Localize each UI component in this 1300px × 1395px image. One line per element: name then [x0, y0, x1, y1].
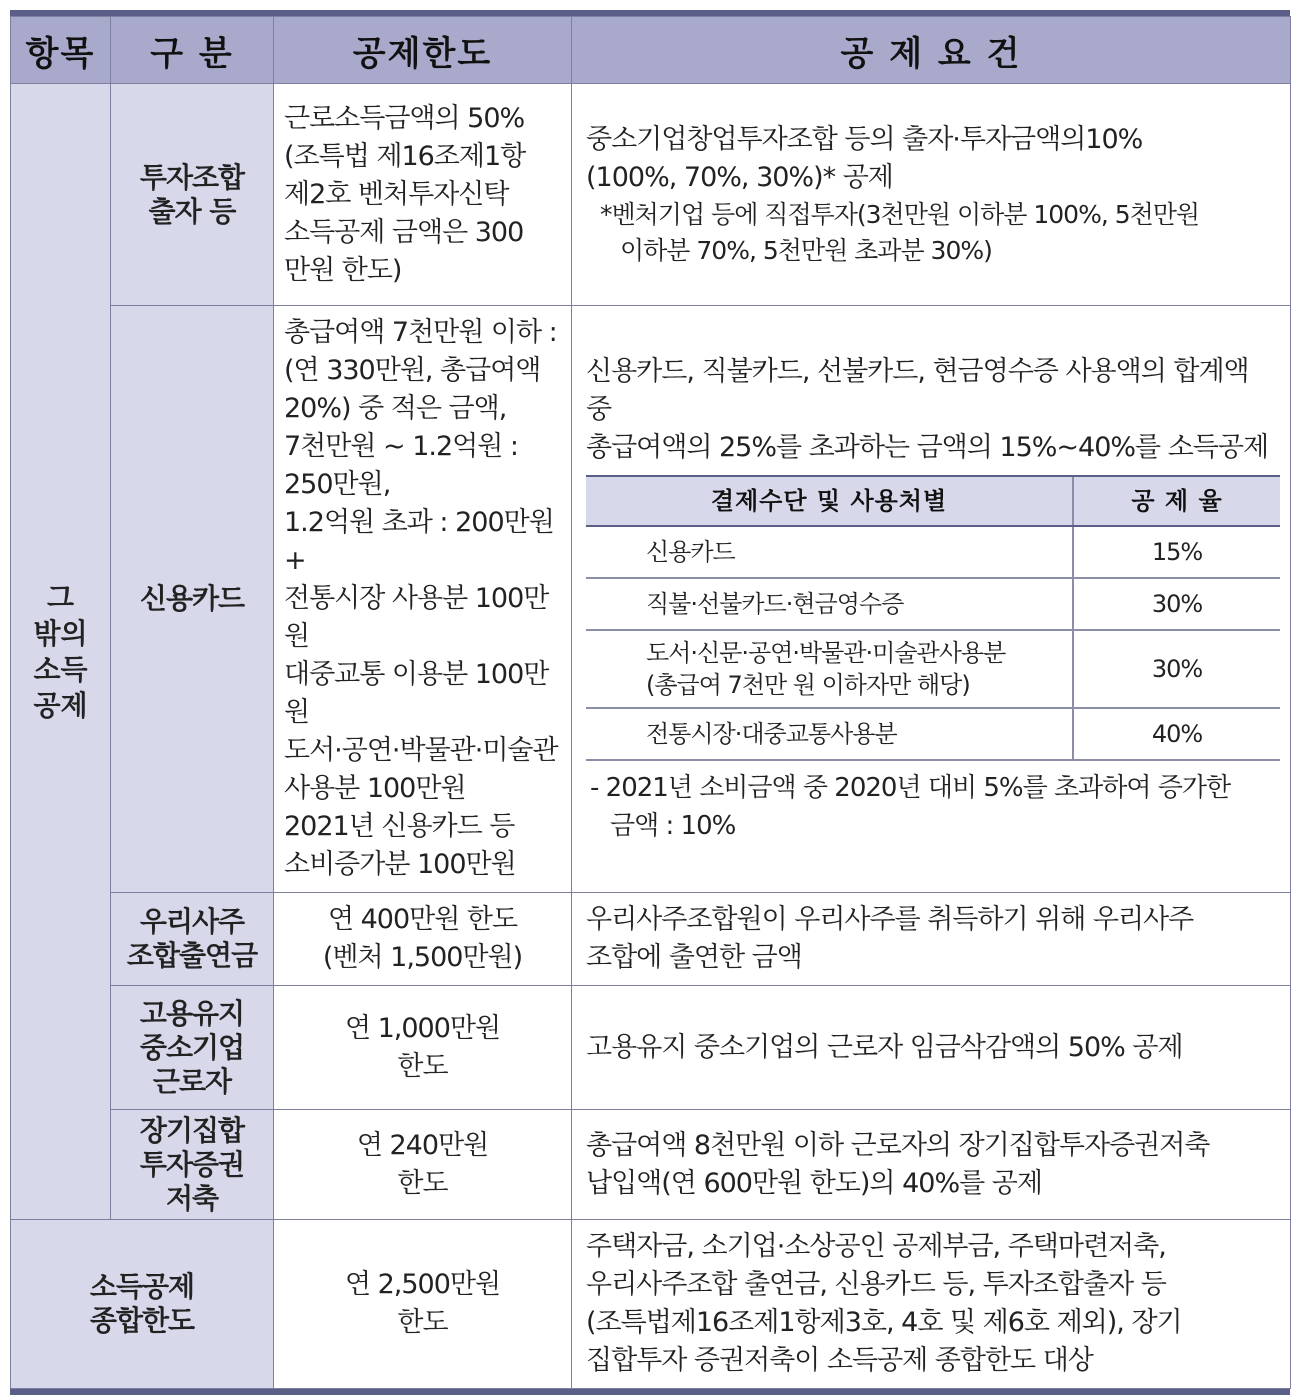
requirement-line: (100%, 70%, 30%)* 공제 [586, 161, 893, 193]
limit-line: 총급여액 7천만원 이하 : [284, 317, 557, 348]
row-longterm-savings [11, 1110, 1291, 1220]
rate-value: 15% [1073, 526, 1280, 578]
group-label-line: 공제 [33, 688, 88, 722]
group-label-line: 그 [46, 580, 75, 614]
limit-line: (조특법 제16조제1항 [284, 140, 526, 172]
row-esop [11, 893, 1291, 986]
rate-header-method: 결제수단 및 사용처별 [586, 476, 1073, 526]
category-line: 근로자 [152, 1064, 232, 1098]
footnote-line: *벤처기업 등에 직접투자(3천만원 이하분 100%, 5천만원 [600, 199, 1200, 229]
header-row [11, 17, 1291, 84]
limit-line: 만원 한도) [284, 254, 402, 286]
category-employment [111, 986, 274, 1110]
category-credit-card: 신용카드 [111, 306, 274, 893]
limit-line: 도서·공연·박물관·미술관 [284, 735, 558, 766]
requirement-line: 주택자금, 소기업·소상공인 공제부금, 주택마련저축, [586, 1231, 1166, 1262]
limit-credit-card [274, 306, 572, 893]
requirement-line: 중소기업창업투자조합 등의 출자·투자금액의10% [586, 123, 1143, 155]
rate-header-rate: 공 제 율 [1073, 476, 1280, 526]
limit-total [274, 1220, 572, 1389]
bottom-rule [10, 1389, 1290, 1395]
limit-line: 소비증가분 100만원 [284, 849, 516, 880]
category-line: 조합출연금 [126, 939, 258, 972]
requirement-line: 신용카드, 직불카드, 선불카드, 현금영수증 사용액의 합계액 중 [586, 356, 1249, 425]
requirement-line: 총급여액 8천만원 이하 근로자의 장기집합투자증권저축 [586, 1129, 1210, 1161]
category-line: 장기집합 [139, 1113, 245, 1147]
header-limit: 공제한도 [274, 17, 572, 84]
limit-line: 소득공제 금액은 300 [284, 216, 524, 248]
category-investment [111, 84, 274, 306]
requirement-longterm-savings [572, 1110, 1291, 1220]
rate-row [586, 578, 1280, 630]
requirement-line: 납입액(연 600만원 한도)의 40%를 공제 [586, 1167, 1042, 1199]
category-line: 우리사주 [139, 905, 245, 938]
extra-note-line: 금액 : 10% [610, 811, 736, 841]
row-employment [11, 986, 1291, 1110]
requirement-line: 우리사주조합 출연금, 신용카드 등, 투자조합출자 등 [586, 1269, 1166, 1300]
requirement-line: (조특법제16조제1항제3호, 4호 및 제6호 제외), 장기 [586, 1307, 1182, 1338]
limit-line: 연 1,000만원 [344, 1012, 501, 1044]
category-line: 투자조합 [139, 160, 245, 194]
rate-method: 직불·선불카드·현금영수증 [586, 578, 1073, 630]
rate-row [586, 526, 1280, 578]
rate-row [586, 630, 1280, 708]
limit-line: 1.2억원 초과 : 200만원+ [284, 507, 554, 576]
limit-line: (연 330만원, 총급여액 [284, 355, 541, 386]
requirement-line: 총급여액의 25%를 초과하는 금액의 15%~40%를 소득공제 [586, 432, 1269, 463]
category-line: 저축 [165, 1181, 219, 1215]
limit-line: 7천만원 ~ 1.2억원 : [284, 431, 518, 462]
rate-row [586, 708, 1280, 760]
deduction-table [10, 16, 1291, 1389]
header-item: 항목 [11, 17, 111, 84]
rate-value: 40% [1073, 708, 1280, 760]
limit-line: 제2호 벤처투자신탁 [284, 178, 509, 210]
limit-line: 한도 [397, 1307, 448, 1338]
requirement-esop [572, 893, 1291, 986]
category-line: 투자증권 [139, 1147, 245, 1181]
row-investment [11, 84, 1291, 306]
rate-value: 30% [1073, 578, 1280, 630]
category-line: 고용유지 [139, 996, 245, 1030]
category-line: 종합한도 [89, 1304, 195, 1337]
requirement-credit-card [572, 306, 1291, 893]
limit-employment [274, 986, 572, 1110]
limit-line: 근로소득금액의 50% [284, 102, 525, 134]
deduction-rate-table [586, 475, 1280, 761]
rate-method: 전통시장·대중교통사용분 [586, 708, 1073, 760]
row-total-limit [11, 1220, 1291, 1389]
rate-method [586, 630, 1073, 708]
group-label-line: 소득 [33, 652, 88, 686]
header-category: 구 분 [111, 17, 274, 84]
requirement-line: 조합에 출연한 금액 [586, 942, 802, 973]
category-esop [111, 893, 274, 986]
limit-line: 한도 [397, 1050, 448, 1082]
limit-line: 사용분 100만원 [284, 773, 466, 804]
limit-line: 2021년 신용카드 등 [284, 811, 515, 842]
limit-line: 연 400만원 한도 [327, 904, 518, 935]
rate-table-header [586, 476, 1280, 526]
rate-method: 신용카드 [586, 526, 1073, 578]
limit-line: 연 2,500만원 [344, 1269, 501, 1300]
group-label-line: 밖의 [33, 616, 88, 650]
limit-line: 20%) 중 적은 금액, [284, 393, 507, 424]
requirement-employment: 고용유지 중소기업의 근로자 임금삭감액의 50% 공제 [572, 986, 1291, 1110]
requirement-line: 집합투자 증권저축이 소득공제 종합한도 대상 [586, 1345, 1093, 1376]
limit-line: 연 240만원 [356, 1129, 489, 1161]
requirement-investment [572, 84, 1291, 306]
footnote-line: 이하분 70%, 5천만원 초과분 30%) [620, 235, 992, 265]
requirement-total [572, 1220, 1291, 1389]
deduction-table-container [10, 10, 1290, 1395]
category-line: 출자 등 [148, 194, 236, 228]
header-requirement: 공 제 요 건 [572, 17, 1291, 84]
limit-line: 대중교통 이용분 100만원 [284, 659, 549, 728]
rate-method-line: (총급여 7천만 원 이하자만 해당) [646, 671, 970, 699]
rate-method-line: 도서·신문·공연·박물관·미술관사용분 [646, 639, 1006, 667]
category-total-limit [11, 1220, 274, 1389]
group-label [11, 84, 111, 1220]
limit-line: 250만원, [284, 469, 391, 500]
requirement-line: 우리사주조합원이 우리사주를 취득하기 위해 우리사주 [586, 904, 1194, 935]
rate-value: 30% [1073, 630, 1280, 708]
limit-investment [274, 84, 572, 306]
limit-line: 전통시장 사용분 100만원 [284, 583, 549, 652]
category-line: 소득공제 [89, 1270, 195, 1303]
category-longterm-savings [111, 1110, 274, 1220]
limit-esop [274, 893, 572, 986]
limit-longterm-savings [274, 1110, 572, 1220]
category-line: 중소기업 [139, 1030, 245, 1064]
row-credit-card [11, 306, 1291, 893]
limit-line: (벤처 1,500만원) [322, 942, 523, 973]
limit-line: 한도 [397, 1167, 448, 1199]
extra-note-line: - 2021년 소비금액 중 2020년 대비 5%를 초과하여 증가한 [590, 773, 1231, 803]
